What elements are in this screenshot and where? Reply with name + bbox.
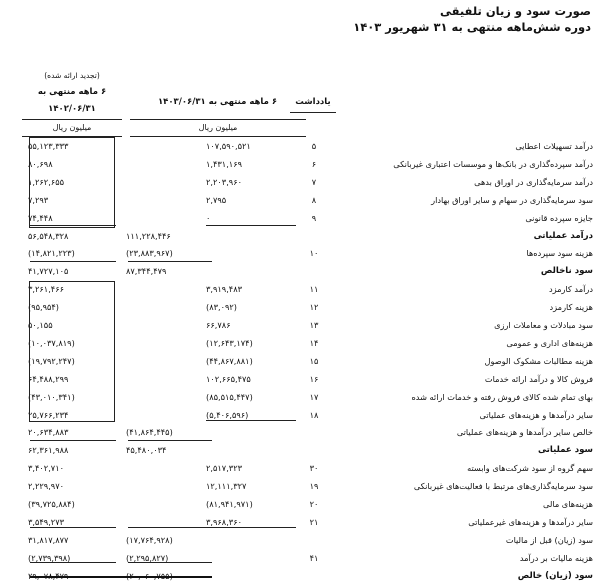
row-note: ۱۵ [309,355,319,366]
row-previous-amount: (۳۹,۷۲۵,۸۸۴) [28,499,75,509]
row-previous-amount: ۵۶,۵۴۸,۳۲۸ [28,230,69,241]
row-previous-amount: ۴۱,۷۲۷,۱۰۵ [28,266,69,277]
row-current-detail: ۲,۵۱۷,۳۲۳ [206,463,242,474]
row-label: هزینه‌های مالی [543,499,593,509]
subtotal-rule-pcur-4 [128,440,212,441]
row-label: هزینه مالیات بر درآمد [519,552,593,563]
table-row [0,228,599,246]
row-current-detail: (۸۱,۹۴۱,۹۷۱) [206,499,253,509]
row-previous-amount: ۲۰,۶۳۴,۸۸۳ [28,427,69,438]
row-current-detail: ۱۰۲,۶۶۵,۴۷۵ [206,373,251,384]
row-previous-amount: ۶۲,۳۶۱,۹۸۸ [28,445,69,456]
row-current-detail: ۱,۴۳۱,۱۶۹ [206,158,242,169]
row-note: ۹ [311,212,317,223]
row-note: ۷ [311,176,317,187]
row-label: هزینه مطالبات مشکوک الوصول [484,355,593,366]
table-row [0,532,599,550]
subtotal-rule-prev-6 [30,562,116,563]
subtotal-rule-pcur-6 [128,562,212,563]
row-previous-amount: ۷,۲۹۳ [28,194,49,205]
row-previous-amount: (۱۰,۰۳۷,۸۱۹) [28,337,75,348]
row-label: فروش کالا و درآمد ارائه خدمات [484,373,593,384]
row-current-detail: (۵,۴۰۶,۵۹۶) [206,409,249,420]
table-row [0,496,599,514]
header-rule-cur [130,119,306,120]
row-previous-amount: (۴۳,۰۱۰,۳۴۱) [28,391,75,402]
row-previous-amount: ۱,۲۶۲,۶۵۵ [28,176,64,187]
row-current-detail: (۸۵,۵۱۵,۴۴۷) [206,391,253,402]
row-current-subtotal: ۸۷,۳۴۴,۴۷۹ [126,266,167,277]
subtotal-rule-cur-1 [206,225,296,226]
row-label: سود سرمایه‌گذاری‌های مرتبط با فعالیت‌های غیربانکی [413,481,593,492]
subtotal-rule-cur-5 [206,527,296,528]
row-note: ۱۹ [309,481,319,492]
row-label: هزینه سود سپرده‌ها [526,248,593,259]
row-label: جایزه سپرده قانونی [525,212,593,223]
row-current-detail: ۲,۲۰۳,۹۶۰ [206,176,242,187]
row-previous-amount: ۳,۵۴۹,۲۷۳ [28,516,64,527]
row-current-detail: ۳,۹۱۹,۴۸۳ [206,284,242,295]
table-row [0,442,599,460]
prev-period-heading: ۶ ماهه منتهی به [37,87,107,97]
subtotal-rule-prev-2 [30,261,116,262]
row-label: بهای تمام شده کالای فروش رفته و خدمات ارائه شده [411,391,593,402]
table-row [0,263,599,281]
highlight-box-middle [29,281,115,422]
table-row [0,550,599,568]
row-note: ۵ [311,141,317,151]
unit-cur: میلیون ریال [198,123,238,132]
row-current-detail: ۶۶,۷۸۶ [206,320,231,330]
row-current-subtotal: ۴۵,۴۸۰,۰۳۴ [126,445,167,456]
subtitle: دوره شش‌ماهه منتهی به ۳۱ شهریور ۱۴۰۳ [353,20,591,34]
table-row [0,460,599,478]
row-label: سایر درآمدها و هزینه‌های عملیاتی [479,409,593,420]
row-current-subtotal: (۱۷,۷۶۴,۹۲۸) [126,534,173,545]
row-note: ۱۴ [309,337,319,348]
row-current-detail: ۰ [206,212,211,223]
table-row [0,478,599,496]
row-label: هزینه‌های اداری و عمومی [506,337,593,348]
subtotal-rule-pcur-2 [128,261,212,262]
row-label: سایر درآمدها و هزینه‌های غیرعملیاتی [468,516,593,527]
row-previous-amount: (۲,۷۳۹,۳۹۸) [28,552,71,563]
cur-period-heading: ۶ ماهه منتهی به ۱۴۰۳/۰۶/۳۱ [157,97,278,107]
subtotal-rule-pcur-5 [128,527,212,528]
row-current-detail: ۱۲,۱۱۱,۳۲۷ [206,481,247,492]
row-previous-amount: ۳,۴۰۲,۷۱۰ [28,463,64,474]
row-previous-amount: ۶۴,۴۸۸,۲۹۹ [28,373,69,384]
row-note: ۲۱ [309,516,319,527]
row-previous-amount: ۲۹,۰۷۸,۴۷۹ [28,570,69,581]
row-note: ۱۳ [309,320,319,330]
row-current-subtotal: (۲۳,۸۸۳,۹۶۷) [126,248,173,259]
row-label: خالص سایر درآمدها و هزینه‌های عملیاتی [456,427,593,438]
unit-rule-cur [130,136,306,137]
row-label: درآمد سپرده‌گذاری در بانک‌ها و موسسات اعتباری غیربانکی [393,158,593,169]
row-note: ۶ [311,158,317,169]
row-label: سود عملیاتی [537,445,593,456]
row-label: سود ناخالص [540,266,593,277]
row-previous-amount: ۵۰,۱۵۵ [28,320,53,330]
header-rule-prev [22,119,122,120]
subtotal-rule-cur-3 [206,420,296,421]
prev-period-date: ۱۴۰۲/۰۶/۳۱ [48,104,96,114]
row-previous-amount: (۱۴,۸۲۱,۲۲۳) [28,248,75,259]
row-current-subtotal: (۲,۲۹۵,۸۲۷) [126,552,169,563]
row-current-subtotal: (۴۱,۸۶۴,۴۴۵) [126,427,173,438]
row-previous-amount: ۵۵,۱۲۳,۳۳۳ [28,141,69,151]
row-previous-amount: ۳۱,۸۱۷,۸۷۷ [28,534,69,545]
row-note: ۱۲ [309,302,319,313]
row-note: ۲۰ [309,499,319,509]
row-note: ۱۷ [309,391,319,402]
row-note: ۱۰ [309,248,319,259]
row-label: سهم گروه از سود شرکت‌های وابسته [467,463,593,474]
row-note: ۸ [311,194,317,205]
row-label: سود مبادلات و معاملات ارزی [494,320,593,330]
title: صورت سود و زیان تلفیقی [439,4,591,18]
table-row [0,514,599,532]
subtotal-rule-prev-5 [30,527,116,528]
row-label: درآمد تسهیلات اعطایی [515,141,593,151]
row-label: سود (زیان) قبل از مالیات [505,534,593,545]
subtotal-rule-prev-1 [30,225,116,226]
restated-note: (تجدید ارائه شده) [44,71,100,80]
row-previous-amount: (۹۵,۹۵۴) [28,302,59,313]
row-label: سود سرمایه‌گذاری در سهام و سایر اوراق بهادار [431,194,593,205]
row-previous-amount: ۳,۲۶۱,۴۶۶ [28,284,64,295]
row-current-detail: (۸۳,۰۹۲) [206,302,237,313]
row-note: ۱۱ [309,284,319,295]
row-note: ۱۶ [309,373,319,384]
row-label: سود (زیان) خالص [517,570,593,581]
unit-prev: میلیون ریال [52,123,92,132]
subtotal-rule-prev-4 [30,440,116,441]
row-current-detail: ۳,۹۶۸,۳۶۰ [206,516,242,527]
row-previous-amount: ۲۵,۷۶۶,۲۳۴ [28,409,69,420]
row-label: هزینه کارمزد [549,302,593,313]
row-previous-amount: ۸۰,۶۹۸ [28,158,53,169]
row-note: ۱۸ [309,409,319,420]
header-rule-note [290,112,336,113]
note-column-header: یادداشت [295,97,331,107]
row-current-subtotal: (۲۰,۰۶۰,۷۵۵) [126,570,173,581]
highlight-box-top [29,137,115,228]
row-note: ۳۰ [309,463,319,474]
row-current-detail: ۲,۷۹۵ [206,194,227,205]
row-previous-amount: (۱۹,۷۹۲,۲۴۷) [28,355,75,366]
row-label: درآمد سرمایه‌گذاری در اوراق بدهی [474,176,593,187]
row-current-detail: (۴۴,۸۶۷,۸۸۱) [206,355,253,366]
row-current-detail: (۱۲,۶۴۳,۱۷۴) [206,337,253,348]
row-note: ۴۱ [309,552,319,563]
row-previous-amount: ۷۴,۴۴۸ [28,212,53,223]
row-current-detail: ۱۰۷,۵۹۰,۵۲۱ [206,141,251,151]
row-label: درآمد عملیاتی [533,230,593,241]
row-label: درآمد کارمزد [548,284,593,295]
row-current-subtotal: ۱۱۱,۲۲۸,۴۴۶ [126,230,171,241]
row-previous-amount: ۲,۲۲۹,۹۷۰ [28,481,64,492]
